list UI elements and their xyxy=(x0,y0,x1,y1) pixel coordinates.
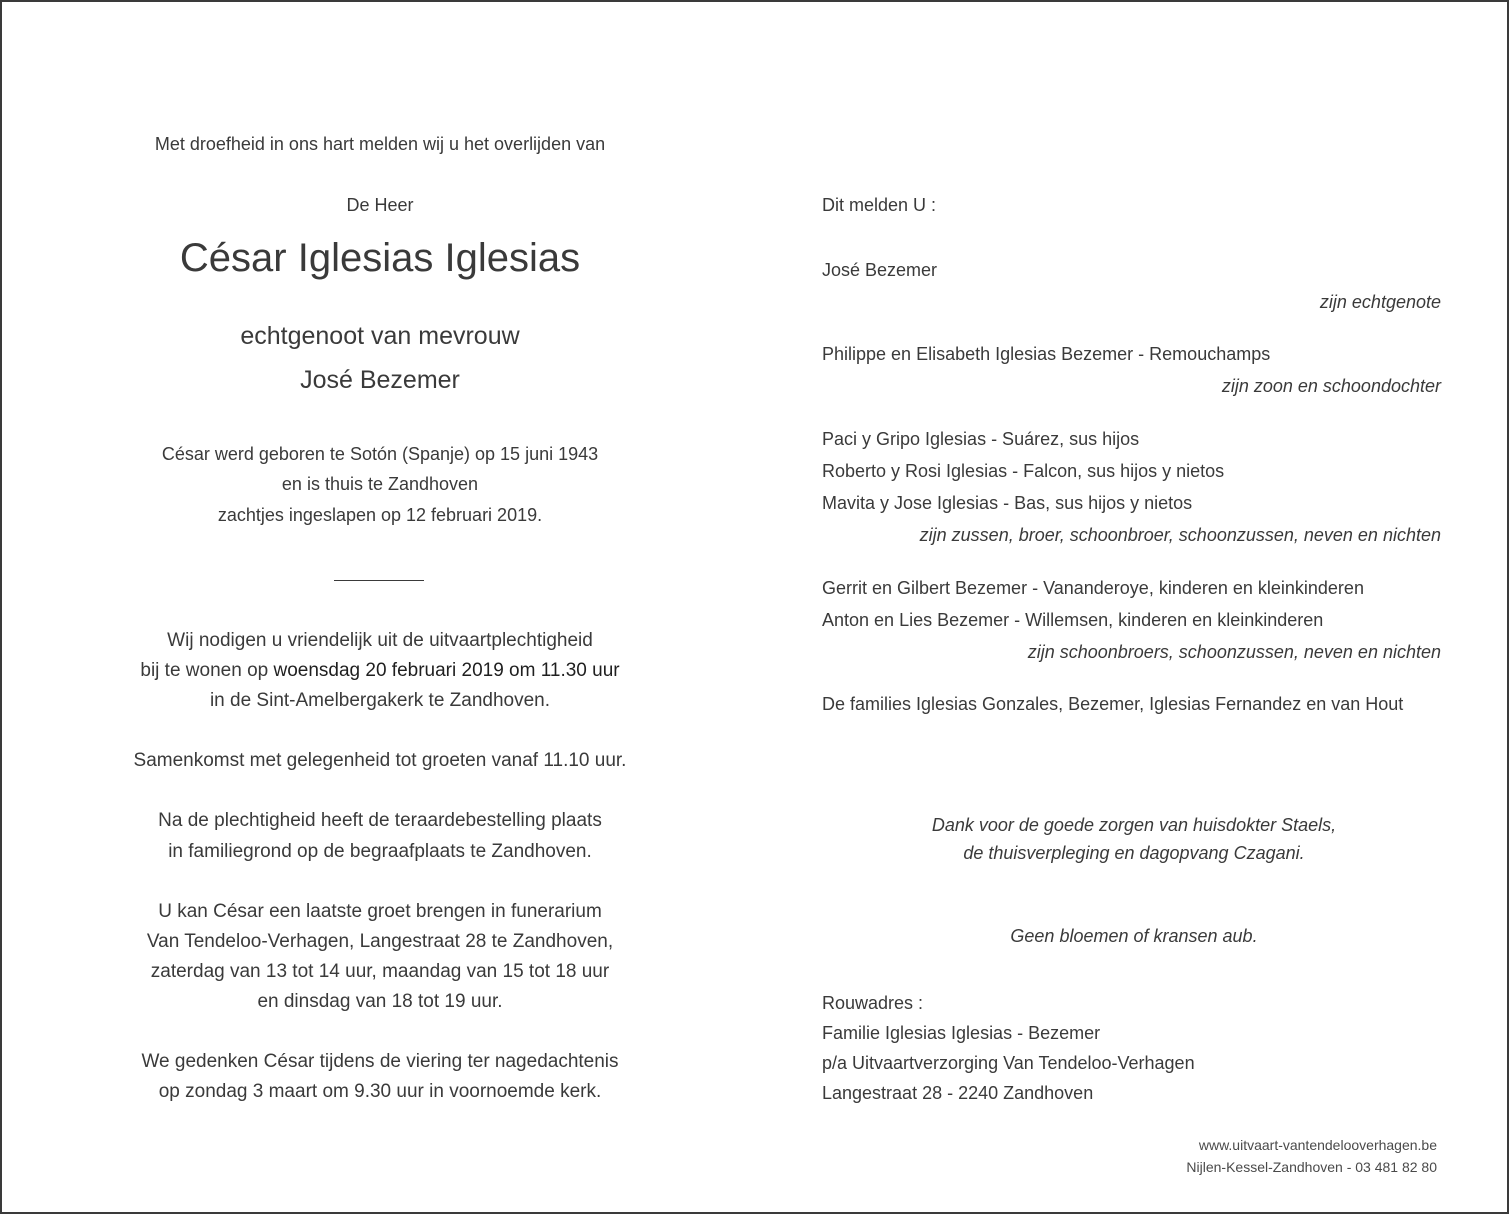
address-line: Langestraat 28 - 2240 Zandhoven xyxy=(822,1083,1094,1103)
address-line: p/a Uitvaartverzorging Van Tendeloo-Verhagen xyxy=(822,1053,1195,1073)
memorial-line-1: We gedenken César tijdens de viering ter nagedachtenis xyxy=(141,1051,619,1072)
death-line: zachtjes ingeslapen op 12 februari 2019. xyxy=(217,505,543,525)
spouse-name: José Bezemer xyxy=(300,366,460,394)
family-relation: zijn schoonbroers, schoonzussen, neven en nichten xyxy=(1027,642,1441,662)
family-relation: zijn echtgenote xyxy=(1319,292,1441,312)
address-label: Rouwadres : xyxy=(822,993,924,1013)
invite-line-2 xyxy=(2,660,758,682)
birth-line: César werd geboren te Sotón (Spanje) op 15 juni 1943 xyxy=(161,444,599,464)
gathering-text: Samenkomst met gelegenheid tot groeten vanaf 11.10 uur. xyxy=(133,750,627,771)
visit-line-3: zaterdag van 13 tot 14 uur, maandag van 15 tot 18 uur xyxy=(150,961,610,982)
family-name: Roberto y Rosi Iglesias - Falcon, sus hijos y nietos xyxy=(822,461,1225,481)
address-line: Familie Iglesias Iglesias - Bezemer xyxy=(822,1023,1101,1043)
thanks-line-1: Dank voor de goede zorgen van huisdokter Staels, xyxy=(931,815,1337,835)
visit-line-1: U kan César een laatste groet brengen in funerarium xyxy=(158,901,602,922)
family-name: Anton en Lies Bezemer - Willemsen, kinderen en kleinkinderen xyxy=(822,610,1324,630)
visit-line-4: en dinsdag van 18 tot 19 uur. xyxy=(257,991,503,1012)
invite-prefix: bij te wonen op xyxy=(140,660,274,681)
invite-line-1: Wij nodigen u vriendelijk uit de uitvaartplechtigheid xyxy=(167,630,593,651)
family-name: Paci y Gripo Iglesias - Suárez, sus hijos xyxy=(822,429,1140,449)
thanks-line-2: de thuisverpleging en dagopvang Czagani. xyxy=(963,843,1305,863)
burial-line-1: Na de plechtigheid heeft de teraardebestelling plaats xyxy=(158,810,602,831)
invite-line-3: in de Sint-Amelbergakerk te Zandhoven. xyxy=(209,690,551,711)
spouse-line: echtgenoot van mevrouw xyxy=(240,322,520,350)
website-link[interactable]: www.uitvaart-vantendelooverhagen.be xyxy=(1198,1137,1437,1153)
family-relation: zijn zussen, broer, schoonbroer, schoonzussen, neven en nichten xyxy=(919,525,1441,545)
title-prefix: De Heer xyxy=(346,195,414,215)
family-name: Philippe en Elisabeth Iglesias Bezemer - Remouchamps xyxy=(822,344,1271,364)
deceased-name: César Iglesias Iglesias xyxy=(179,236,581,280)
family-name: Gerrit en Gilbert Bezemer - Vananderoye, kinderen en kleinkinderen xyxy=(822,578,1364,598)
contact-line: Nijlen-Kessel-Zandhoven - 03 481 82 80 xyxy=(1186,1159,1437,1175)
funeral-date: woensdag 20 februari 2019 om 11.30 uur xyxy=(273,660,620,681)
no-flowers-note: Geen bloemen of kransen aub. xyxy=(1010,926,1258,946)
visit-line-2: Van Tendeloo-Verhagen, Langestraat 28 te Zandhoven, xyxy=(146,931,614,952)
home-line: en is thuis te Zandhoven xyxy=(281,474,479,494)
announce-text: Dit melden U : xyxy=(822,195,937,215)
intro-text: Met droefheid in ons hart melden wij u het overlijden van xyxy=(154,134,606,154)
memorial-line-2: op zondag 3 maart om 9.30 uur in voornoemde kerk. xyxy=(158,1081,602,1102)
family-relation: zijn zoon en schoondochter xyxy=(1221,376,1441,396)
family-name: José Bezemer xyxy=(822,260,938,280)
burial-line-2: in familiegrond op de begraafplaats te Zandhoven. xyxy=(168,841,592,862)
family-name: Mavita y Jose Iglesias - Bas, sus hijos y nietos xyxy=(822,493,1193,513)
families-line: De families Iglesias Gonzales, Bezemer, Iglesias Fernandez en van Hout xyxy=(822,694,1404,714)
divider-line xyxy=(334,580,424,581)
